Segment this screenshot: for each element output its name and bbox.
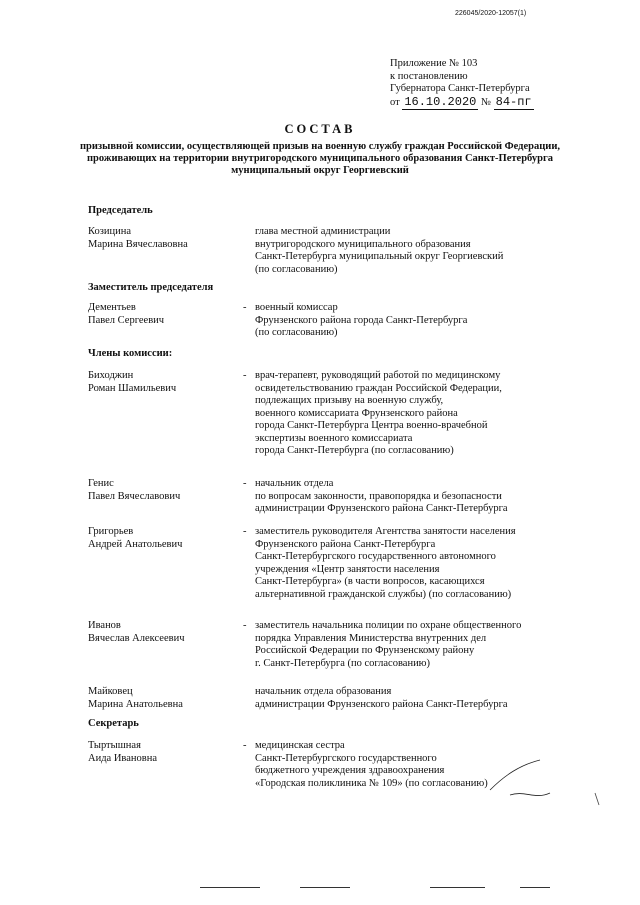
- position-line: «Городская поликлиника № 109» (по согласованию): [255, 777, 488, 789]
- document-number: 226045/2020-12057(1): [455, 10, 527, 17]
- position-line: Российской Федерации по Фрунзенскому району: [255, 645, 475, 656]
- person-given-name: Павел Вячеславович: [88, 490, 181, 502]
- section-chairman: Председатель: [88, 205, 153, 216]
- position-line: внутригородского муниципального образования: [255, 238, 471, 250]
- position-line: порядка Управления Министерства внутренних дел: [255, 632, 487, 644]
- person-name: [88, 478, 180, 503]
- person-position: [255, 620, 521, 670]
- appendix-block: [390, 58, 534, 109]
- person-position: [255, 226, 503, 276]
- section-secretary: Секретарь: [88, 718, 139, 729]
- person-surname: Тыртышная: [88, 740, 141, 751]
- person-given-name: Павел Сергеевич: [88, 314, 165, 326]
- dash-separator: -: [243, 526, 247, 537]
- position-line: бюджетного учреждения здравоохранения: [255, 765, 445, 776]
- person-surname: Козицина: [88, 226, 132, 237]
- position-line: медицинская сестра: [255, 740, 345, 751]
- position-line: Фрунзенского района города Санкт-Петербурга: [255, 314, 468, 326]
- appendix-date-line: [390, 96, 534, 110]
- number-prefix: №: [480, 96, 491, 108]
- document-title: СОСТАВ: [284, 122, 356, 136]
- position-line: глава местной администрации: [255, 226, 391, 237]
- approval-signature-mark: [480, 755, 560, 805]
- person-position: [255, 686, 508, 711]
- person-given-name: Роман Шамильевич: [88, 382, 177, 394]
- person-name: [88, 740, 157, 765]
- dash-separator: -: [243, 478, 247, 489]
- footer-line: [520, 887, 550, 888]
- position-line: по вопросам законности, правопорядка и безопасности: [255, 490, 502, 502]
- position-line: военного комиссариата Фрунзенского района: [255, 407, 458, 419]
- footer-line: [300, 887, 350, 888]
- position-line: города Санкт-Петербурга (по согласованию): [255, 445, 454, 456]
- position-line: подлежащих призыву на военную службу,: [255, 395, 444, 406]
- margin-mark: [590, 790, 610, 810]
- person-given-name: Марина Анатольевна: [88, 698, 183, 710]
- person-given-name: Вячеслав Алексеевич: [88, 632, 185, 644]
- appendix-line-2: к постановлению: [390, 70, 468, 82]
- position-line: врач-терапевт, руководящий работой по медицинскому: [255, 370, 501, 381]
- person-name: [88, 370, 176, 395]
- section-members: Члены комиссии:: [88, 348, 173, 359]
- person-position: [255, 526, 516, 601]
- person-name: [88, 620, 184, 645]
- decree-number: 84-пг: [495, 94, 532, 109]
- person-surname: Генис: [88, 478, 114, 489]
- position-line: г. Санкт-Петербурга (по согласованию): [255, 657, 431, 669]
- person-position: [255, 302, 467, 340]
- person-position: [255, 740, 488, 790]
- position-line: начальник отдела образования: [255, 686, 392, 697]
- person-given-name: Аида Ивановна: [88, 752, 157, 764]
- position-line: Санкт-Петербургского государственного: [255, 752, 437, 764]
- position-line: Фрунзенского района Санкт-Петербурга: [255, 538, 436, 550]
- person-name: [88, 226, 188, 251]
- position-line: Санкт-Петербургского государственного автономного: [255, 551, 496, 562]
- position-line: администрации Фрунзенского района Санкт-Петербурга: [255, 698, 508, 710]
- footer-line: [430, 887, 485, 888]
- position-line: альтернативной гражданской службы) (по согласованию): [255, 588, 512, 600]
- person-surname: Биходжин: [88, 370, 134, 381]
- position-line: (по согласованию): [255, 263, 338, 275]
- position-line: города Санкт-Петербурга Центра военно-врачебной: [255, 420, 488, 431]
- person-surname: Григорьев: [88, 526, 134, 537]
- document-subtitle: призывной комиссии, осуществляющей призыв на военную службу граждан Российской Федерации, проживающих на территории внутригородского муниципального образования Санкт-Петербурга муниципальный округ Георгиевский: [79, 141, 560, 176]
- position-line: военный комиссар: [255, 302, 338, 313]
- person-name: [88, 526, 182, 551]
- person-position: [255, 478, 508, 516]
- position-line: заместитель начальника полиции по охране общественного: [255, 620, 522, 631]
- position-line: экспертизы военного комиссариата: [255, 432, 413, 444]
- decree-date: 16.10.2020: [404, 94, 477, 109]
- position-line: освидетельствованию граждан Российской Федерации,: [255, 382, 502, 394]
- person-position: [255, 370, 502, 458]
- person-name: [88, 686, 183, 711]
- person-name: [88, 302, 164, 327]
- position-line: учреждения «Центр занятости населения: [255, 563, 440, 575]
- appendix-line-1: Приложение № 103: [390, 58, 478, 69]
- appendix-line-3: Губернатора Санкт-Петербурга: [390, 83, 530, 94]
- position-line: (по согласованию): [255, 327, 338, 338]
- position-line: начальник отдела: [255, 478, 334, 489]
- person-given-name: Андрей Анатольевич: [88, 538, 183, 550]
- person-given-name: Марина Вячеславовна: [88, 238, 188, 250]
- position-line: Санкт-Петербурга» (в части вопросов, касающихся: [255, 576, 485, 587]
- dash-separator: -: [243, 302, 247, 313]
- dash-separator: -: [243, 740, 247, 751]
- position-line: заместитель руководителя Агентства занятости населения: [255, 526, 516, 537]
- footer-line: [200, 887, 260, 888]
- section-deputy: Заместитель председателя: [88, 282, 214, 293]
- dash-separator: -: [243, 620, 247, 631]
- date-prefix: от: [390, 96, 400, 108]
- dash-separator: -: [243, 370, 247, 381]
- person-surname: Дементьев: [88, 302, 136, 313]
- person-surname: Иванов: [88, 620, 121, 631]
- person-surname: Майковец: [88, 686, 133, 697]
- position-line: администрации Фрунзенского района Санкт-Петербурга: [255, 503, 508, 514]
- position-line: Санкт-Петербурга муниципальный округ Георгиевский: [255, 251, 504, 262]
